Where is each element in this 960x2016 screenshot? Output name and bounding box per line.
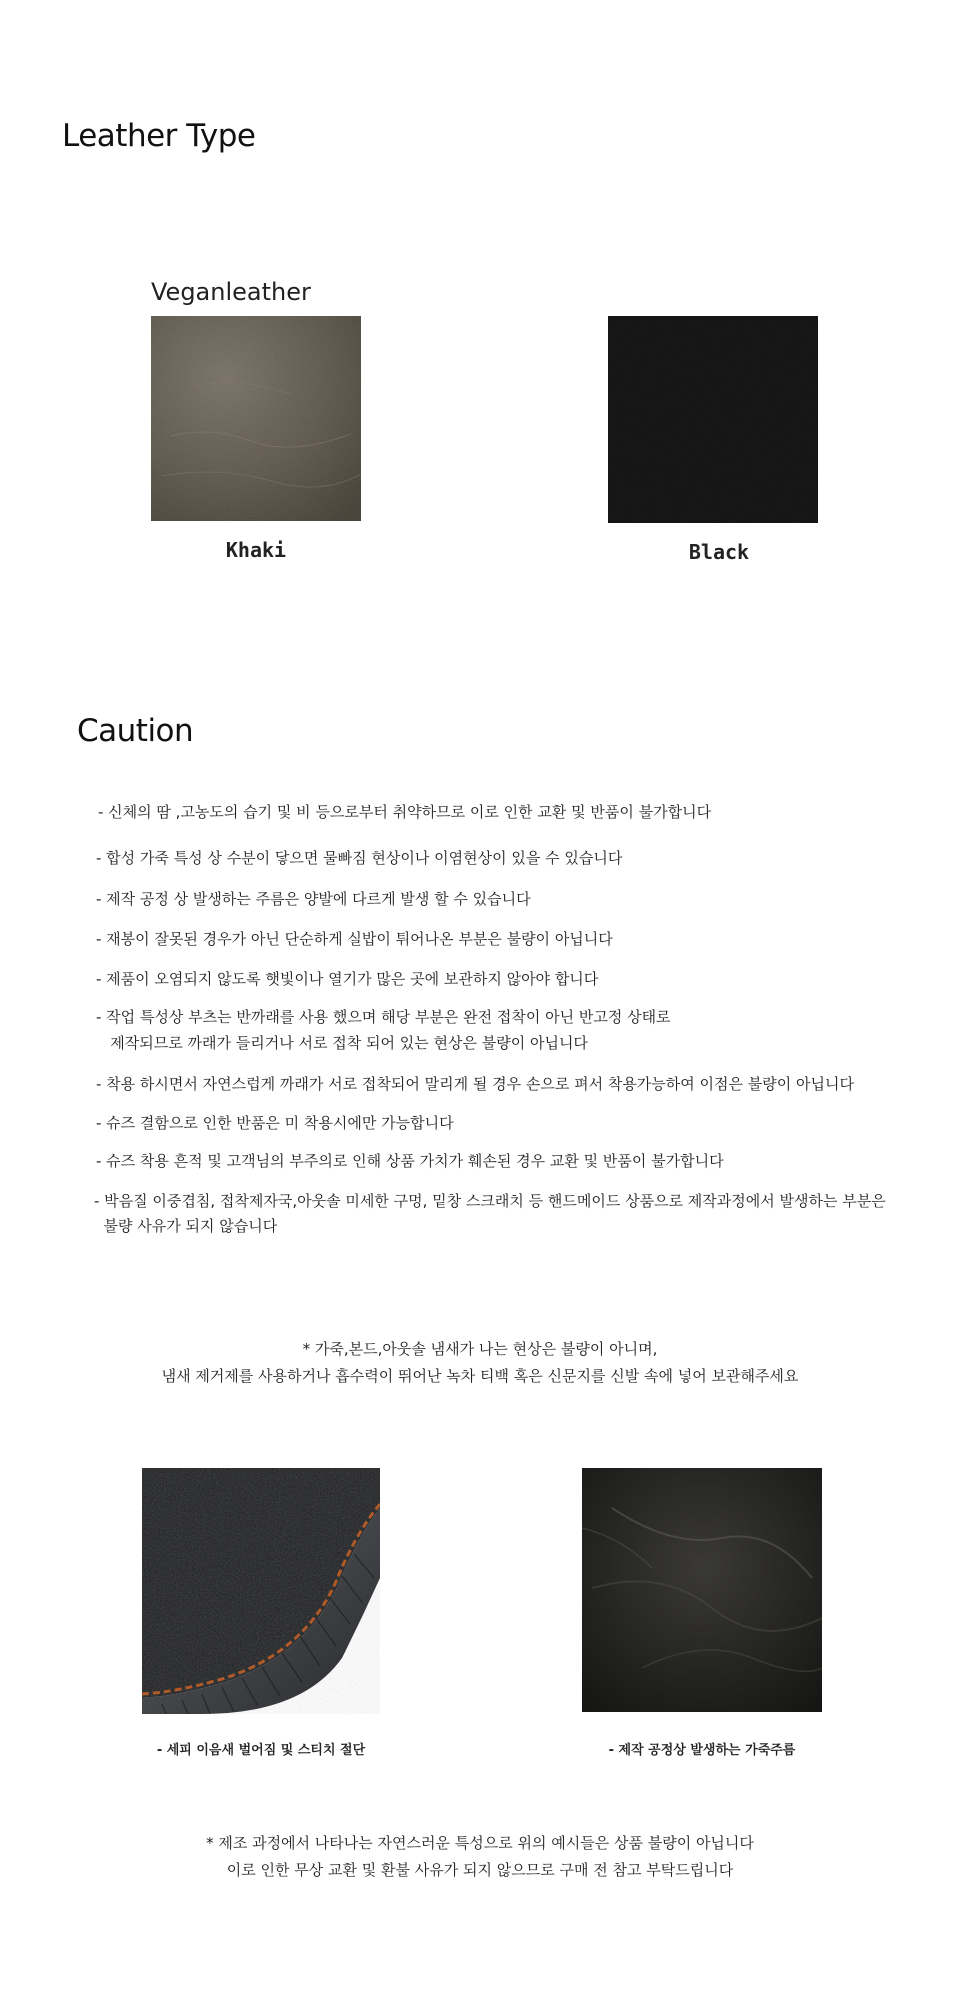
caution-item-5: - 제품이 오염되지 않도록 햇빛이나 열기가 많은 곳에 보관하지 않아야 합니다 <box>96 970 599 988</box>
leather-wrinkle-photo <box>582 1468 822 1712</box>
caution-item-10: - 박음질 이중겹침, 접착제자국,아웃솔 미세한 구멍, 밑창 스크래치 등 핸드메이드 상품으로 제작과정에서 발생하는 부분은 <box>94 1192 886 1210</box>
caution-item-8: - 슈즈 결함으로 인한 반품은 미 착용시에만 가능합니다 <box>96 1114 454 1132</box>
shoe-stitch-photo <box>142 1468 380 1714</box>
smell-note-line-2: 냄새 제거제를 사용하거나 흡수력이 뛰어난 녹차 티백 혹은 신문지를 신발 속에 넣어 보관해주세요 <box>161 1367 799 1385</box>
stitch-photo-caption: - 세피 이음새 벌어짐 및 스티치 절단 <box>156 1743 366 1758</box>
khaki-leather-swatch <box>151 316 361 521</box>
caution-item-1: - 신체의 땀 ,고농도의 습기 및 비 등으로부터 취약하므로 이로 인한 교환 및 반품이 불가합니다 <box>98 803 712 821</box>
final-note-line-1: * 제조 과정에서 나타나는 자연스러운 특성으로 위의 예시들은 상품 불량이 아닙니다 <box>206 1834 754 1852</box>
shoe-stitch-image <box>142 1468 380 1714</box>
leather-type-title: Leather Type <box>62 118 256 154</box>
khaki-leather-texture <box>151 316 361 521</box>
leather-wrinkle-image <box>582 1468 822 1712</box>
caution-item-6-cont: 제작되므로 까래가 들리거나 서로 접착 되어 있는 현상은 불량이 아닙니다 <box>96 1034 588 1052</box>
wrinkle-photo-caption: - 제작 공정상 발생하는 가죽주름 <box>608 1743 796 1758</box>
black-swatch-name: Black <box>688 540 750 564</box>
vegan-leather-label: Veganleather <box>151 278 311 306</box>
caution-item-4: - 재봉이 잘못된 경우가 아닌 단순하게 실밥이 튀어나온 부분은 불량이 아닙니다 <box>96 930 613 948</box>
caution-item-10-cont: 불량 사유가 되지 않습니다 <box>94 1217 278 1235</box>
caution-item-2: - 합성 가죽 특성 상 수분이 닿으면 물빠짐 현상이나 이염현상이 있을 수 있습니다 <box>96 849 623 867</box>
caution-item-7: - 착용 하시면서 자연스럽게 까래가 서로 접착되어 말리게 될 경우 손으로 펴서 착용가능하여 이점은 불량이 아닙니다 <box>96 1075 854 1093</box>
black-leather-swatch <box>608 316 818 523</box>
caution-item-3: - 제작 공정 상 발생하는 주름은 양발에 다르게 발생 할 수 있습니다 <box>96 890 531 908</box>
khaki-swatch-name: Khaki <box>225 538 287 562</box>
smell-note-line-1: * 가죽,본드,아웃솔 냄새가 나는 현상은 불량이 아니며, <box>302 1340 658 1358</box>
caution-title: Caution <box>77 713 194 749</box>
black-leather-texture <box>608 316 818 523</box>
caution-item-9: - 슈즈 착용 흔적 및 고객님의 부주의로 인해 상품 가치가 훼손된 경우 교환 및 반품이 불가합니다 <box>96 1152 724 1170</box>
caution-item-6: - 작업 특성상 부츠는 반까래를 사용 했으며 해당 부분은 완전 접착이 아닌 반고정 상태로 <box>96 1008 671 1026</box>
final-note-line-2: 이로 인한 무상 교환 및 환불 사유가 되지 않으므로 구매 전 참고 부탁드립니다 <box>226 1861 734 1879</box>
